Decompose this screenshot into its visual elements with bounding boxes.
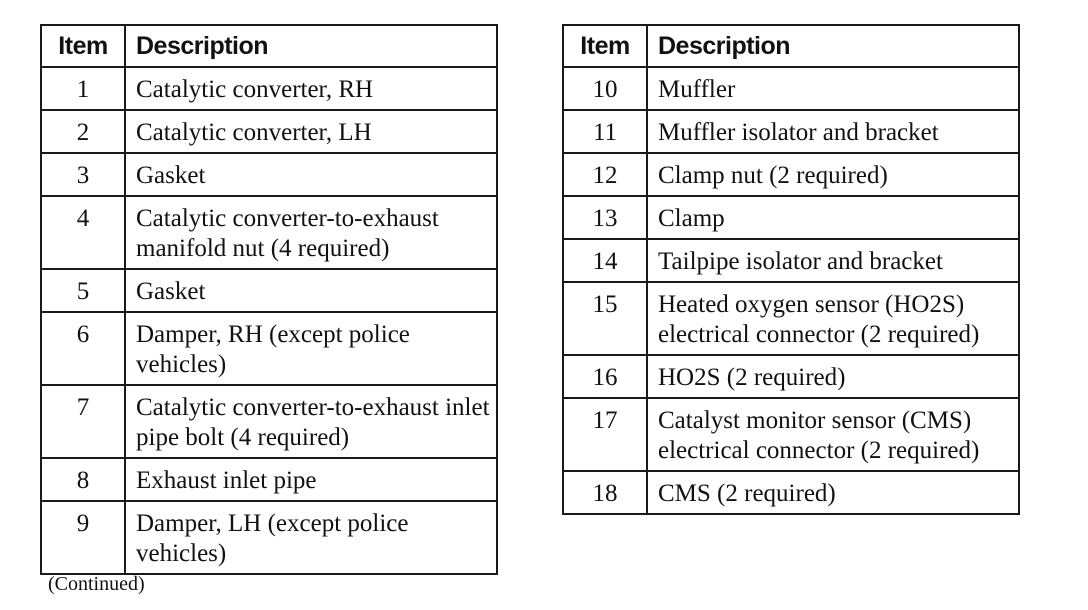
- item-description: Catalytic converter-to-exhaust inlet pipe bolt (4 required): [125, 385, 497, 458]
- table-header-row: [41, 25, 497, 67]
- table-row: [563, 110, 1019, 153]
- item-number: 14: [563, 239, 647, 282]
- table-row: [41, 458, 497, 501]
- table-row: [563, 239, 1019, 282]
- item-number: 9: [41, 501, 125, 574]
- item-number: 4: [41, 196, 125, 269]
- item-description: Catalyst monitor sensor (CMS) electrical connector (2 required): [647, 398, 1019, 471]
- item-number: 2: [41, 110, 125, 153]
- item-description: Catalytic converter, LH: [125, 110, 497, 153]
- item-description: Catalytic converter-to-exhaust manifold nut (4 required): [125, 196, 497, 269]
- item-number: 13: [563, 196, 647, 239]
- table-row: [41, 269, 497, 312]
- table-row: [41, 153, 497, 196]
- continued-note: (Continued): [48, 573, 145, 595]
- parts-table-right: [562, 24, 1020, 515]
- item-column-header: Item: [41, 25, 125, 67]
- item-description: Muffler: [647, 67, 1019, 110]
- table-row: [563, 355, 1019, 398]
- item-description: Damper, RH (except police vehicles): [125, 312, 497, 385]
- table-row: [563, 282, 1019, 355]
- description-column-header: Description: [647, 25, 1019, 67]
- table-row: [41, 110, 497, 153]
- table-row: [563, 67, 1019, 110]
- item-number: 5: [41, 269, 125, 312]
- item-number: 11: [563, 110, 647, 153]
- table-row: [563, 471, 1019, 514]
- item-number: 15: [563, 282, 647, 355]
- item-column-header: Item: [563, 25, 647, 67]
- item-number: 16: [563, 355, 647, 398]
- table-header-row: [563, 25, 1019, 67]
- table-row: [41, 312, 497, 385]
- table-row: [563, 398, 1019, 471]
- item-number: 6: [41, 312, 125, 385]
- item-description: Gasket: [125, 153, 497, 196]
- item-description: HO2S (2 required): [647, 355, 1019, 398]
- table-row: [41, 67, 497, 110]
- item-description: CMS (2 required): [647, 471, 1019, 514]
- item-number: 7: [41, 385, 125, 458]
- table-row: [41, 385, 497, 458]
- description-column-header: Description: [125, 25, 497, 67]
- table-row: [563, 153, 1019, 196]
- item-description: Gasket: [125, 269, 497, 312]
- item-number: 10: [563, 67, 647, 110]
- table-row: [563, 196, 1019, 239]
- table-row: [41, 196, 497, 269]
- item-number: 8: [41, 458, 125, 501]
- item-description: Damper, LH (except police vehicles): [125, 501, 497, 574]
- item-number: 18: [563, 471, 647, 514]
- item-description: Tailpipe isolator and bracket: [647, 239, 1019, 282]
- item-description: Heated oxygen sensor (HO2S) electrical connector (2 required): [647, 282, 1019, 355]
- item-description: Exhaust inlet pipe: [125, 458, 497, 501]
- item-description: Muffler isolator and bracket: [647, 110, 1019, 153]
- item-number: 1: [41, 67, 125, 110]
- item-number: 3: [41, 153, 125, 196]
- item-number: 17: [563, 398, 647, 471]
- item-description: Clamp nut (2 required): [647, 153, 1019, 196]
- parts-table-left: [40, 24, 498, 575]
- item-description: Catalytic converter, RH: [125, 67, 497, 110]
- item-description: Clamp: [647, 196, 1019, 239]
- table-row: [41, 501, 497, 574]
- item-number: 12: [563, 153, 647, 196]
